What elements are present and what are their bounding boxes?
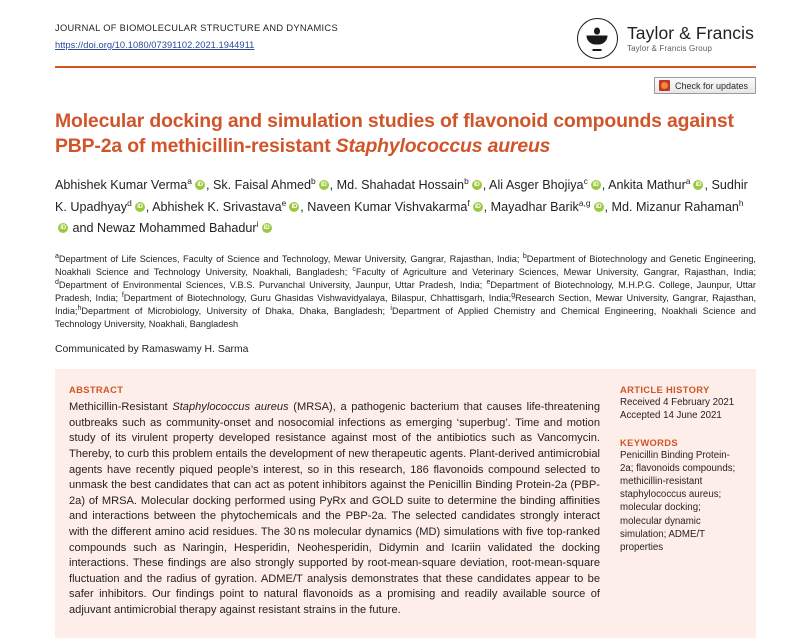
orcid-icon[interactable] (473, 202, 483, 212)
received-date: Received 4 February 2021 (620, 397, 735, 409)
author-separator: , (145, 199, 153, 214)
author-entry (608, 175, 712, 193)
author-separator: , (329, 178, 337, 193)
keywords-list: Penicillin Binding Protein-2a; flavonoids compounds; methicillin-resistant staphylococcus aureus; molecular docking; molecular dynamic simulation; ADME/T properties (620, 449, 736, 553)
header-divider (55, 66, 756, 68)
publisher-logo (577, 18, 756, 59)
affiliation-entry (55, 280, 487, 290)
author-affiliation-marker: a (187, 175, 192, 186)
title-line-2-prefix: PBP-2a of methicillin-resistant (55, 135, 336, 158)
affiliation-marker: g (511, 291, 516, 299)
author-name: Mayadhar Barik (490, 199, 579, 214)
orcid-icon[interactable] (472, 180, 482, 190)
affiliation-entry (77, 306, 390, 316)
taylor-francis-lamp-icon (577, 18, 618, 59)
abstract-panel (55, 369, 756, 638)
affiliation-text: Research Section, Mewar University, Gangrar, Rajasthan, India; (55, 292, 757, 316)
page-title (55, 109, 756, 159)
author-name: Newaz Mohammed Bahadur (97, 221, 257, 236)
orcid-icon[interactable] (135, 202, 145, 212)
article-history-heading: ARTICLE HISTORY (620, 384, 710, 396)
accepted-date: Accepted 14 June 2021 (620, 410, 722, 422)
author-entry (152, 197, 308, 214)
publisher-group: Taylor & Francis Group (626, 44, 713, 53)
keywords-heading: KEYWORDS (620, 436, 679, 448)
author-name: Ali Asger Bhojiya (489, 178, 584, 193)
journal-title: JOURNAL OF BIOMOLECULAR STRUCTURE AND DYNAMICS (55, 23, 338, 33)
affiliation-entry (352, 267, 756, 277)
journal-identity (55, 18, 338, 53)
page-header (55, 0, 756, 59)
author-name: Md. Mizanur Rahaman (611, 199, 739, 214)
affiliation-text: Department of Biotechnology, M.H.P.G. College, Jaunpur, Uttar Pradesh, India; (55, 279, 756, 303)
abstract-rest: (MRSA), a pathogenic bacterium that causes life-threatening outbreaks such as community-onset and nosocomial infections as emerging ‘superbug’. Time and motion study of its virulent property developed resistance against most of the antibiotics such as Vancomycin. Thereby, to curb this problem entails the development of new therapeutic agents. Plant-derived antimicrobial agents have recently piqued people’s interest, so in this research, 186 flavonoids compound selected to unmask the best candidates that can act as potent inhibitors against the Penicillin Binding Protein-2a (PBP-2a) of MRSA. Molecular docking performed using PyRx and GOLD suite to determine the binding affinities and interactions between the phytochemicals and the PBP-2a. The selected candidates strongly interact with the different amino acid residues. The 30 ns molecular dynamics (MD) simulations with five top-ranked compounds such as Naringin, Hesperidin, Neohesperidin, Didymin and Icariin validated the docking interactions. These findings are also strongly supported by root-mean-square deviation, root-mean-square fluctuation and the radius of gyration. ADME/T analysis demonstrates that these candidates appear to be safer inhibitors. Our findings point to natural flavonoids as a promising and readily available source of adjuvant antimicrobial therapy against resistant strains in the future. (69, 401, 600, 616)
author-name: Abhishek Kumar Verma (55, 178, 188, 193)
title-line-1: Molecular docking and simulation studies of flavonoid compounds against (55, 110, 734, 133)
author-affiliation-marker: c (583, 175, 588, 186)
author-entry (489, 175, 609, 193)
author-affiliation-marker: i (256, 218, 259, 229)
affiliation-marker: i (390, 304, 392, 312)
author-affiliation-marker: f (467, 197, 470, 208)
orcid-icon[interactable] (58, 223, 68, 233)
affiliation-marker: f (121, 291, 124, 299)
orcid-icon[interactable] (319, 180, 329, 190)
abstract-body (69, 400, 600, 618)
orcid-icon[interactable] (289, 202, 299, 212)
affiliation-marker: d (55, 278, 59, 286)
doi-link[interactable]: https://doi.org/10.1080/07391102.2021.1944911 (55, 40, 255, 50)
author-affiliation-marker: h (738, 197, 744, 208)
author-entry (307, 197, 491, 214)
author-entry (336, 175, 490, 193)
check-for-updates-label: Check for updates (674, 80, 748, 91)
crossmark-icon (659, 80, 670, 91)
check-for-updates-button[interactable] (654, 77, 756, 94)
author-name: Sudhir K. Upadhyay (55, 178, 748, 214)
affiliation-marker: a (55, 252, 59, 260)
author-name: Naveen Kumar Vishvakarma (307, 199, 468, 214)
author-separator: , (704, 178, 712, 193)
abstract-prefix: Methicillin-Resistant (69, 401, 173, 414)
author-name: Sk. Faisal Ahmed (212, 178, 311, 193)
author-separator: , (604, 199, 612, 214)
flame-shape (594, 27, 600, 34)
affiliation-entry (122, 293, 511, 303)
author-affiliation-marker: d (127, 197, 132, 208)
author-affiliation-marker: a (685, 175, 691, 186)
publisher-wordmark (627, 23, 754, 54)
author-separator: , (300, 199, 308, 214)
author-name: Abhishek K. Srivastava (152, 199, 282, 214)
affiliation-marker: e (486, 278, 491, 286)
author-affiliation-marker: e (281, 197, 287, 208)
abstract-species-name: Staphylococcus aureus (172, 401, 289, 414)
stem-shape (593, 49, 602, 51)
orcid-icon[interactable] (262, 223, 272, 233)
author-separator: and (69, 221, 98, 236)
affiliation-text: Department of Biotechnology and Genetic Engineering, Noakhali Science and Technology University, Noakhali, Bangladesh; (55, 253, 756, 277)
bowl-shape (587, 36, 608, 45)
affiliation-entry (55, 254, 523, 264)
abstract-sidebar (614, 383, 740, 618)
author-list (55, 175, 756, 240)
affiliation-marker: b (522, 252, 527, 260)
title-species-name: Staphylococcus aureus (335, 135, 551, 158)
affiliation-text: Department of Biotechnology, Guru Ghasidas Vishwavidyalaya, Bilaspur, Chhattisgarh, India; (123, 292, 512, 303)
affiliation-text: Department of Applied Chemistry and Chemical Engineering, Noakhali Science and Technology University, Noakhali, Bangladesh (55, 305, 756, 330)
affiliation-marker: h (77, 304, 82, 312)
affiliation-text: Faculty of Agriculture and Veterinary Sciences, Mewar University, Gangrar, Rajasthan, India; (355, 266, 757, 277)
keywords-block (620, 436, 740, 555)
abstract-column (69, 383, 614, 618)
author-separator: , (482, 178, 490, 193)
author-separator: , (205, 178, 213, 193)
author-name: Md. Shahadat Hossain (336, 178, 465, 193)
affiliation-text: Department of Environmental Sciences, V.B.S. Purvanchal University, Jaunpur, Uttar Pradesh, India; (58, 279, 487, 290)
article-history-block (620, 383, 740, 422)
author-affiliation-marker: a,g (578, 197, 591, 208)
abstract-heading: ABSTRACT (69, 384, 124, 396)
affiliation-text: Department of Life Sciences, Faculty of Science and Technology, Mewar University, Gangrar, Rajasthan, India; (58, 253, 523, 264)
affiliation-marker: c (352, 265, 356, 273)
author-affiliation-marker: b (464, 175, 469, 186)
author-name: Ankita Mathur (608, 178, 686, 193)
author-affiliation-marker: b (310, 175, 316, 186)
author-separator: , (483, 199, 491, 214)
affiliation-list (55, 253, 756, 332)
orcid-icon[interactable] (591, 180, 601, 190)
author-entry (55, 175, 213, 193)
communicated-by: Communicated by Ramaswamy H. Sarma (55, 344, 249, 356)
affiliation-text: Department of Microbiology, University of Dhaka, Dhaka, Bangladesh; (81, 305, 391, 316)
publisher-name: Taylor & Francis (626, 23, 754, 43)
author-separator: , (601, 178, 609, 193)
orcid-icon[interactable] (594, 202, 604, 212)
author-entry (212, 175, 337, 193)
orcid-icon[interactable] (195, 180, 205, 190)
orcid-icon[interactable] (693, 180, 703, 190)
updates-badge-row (55, 77, 756, 94)
author-entry (490, 197, 612, 214)
author-entry (97, 218, 272, 236)
